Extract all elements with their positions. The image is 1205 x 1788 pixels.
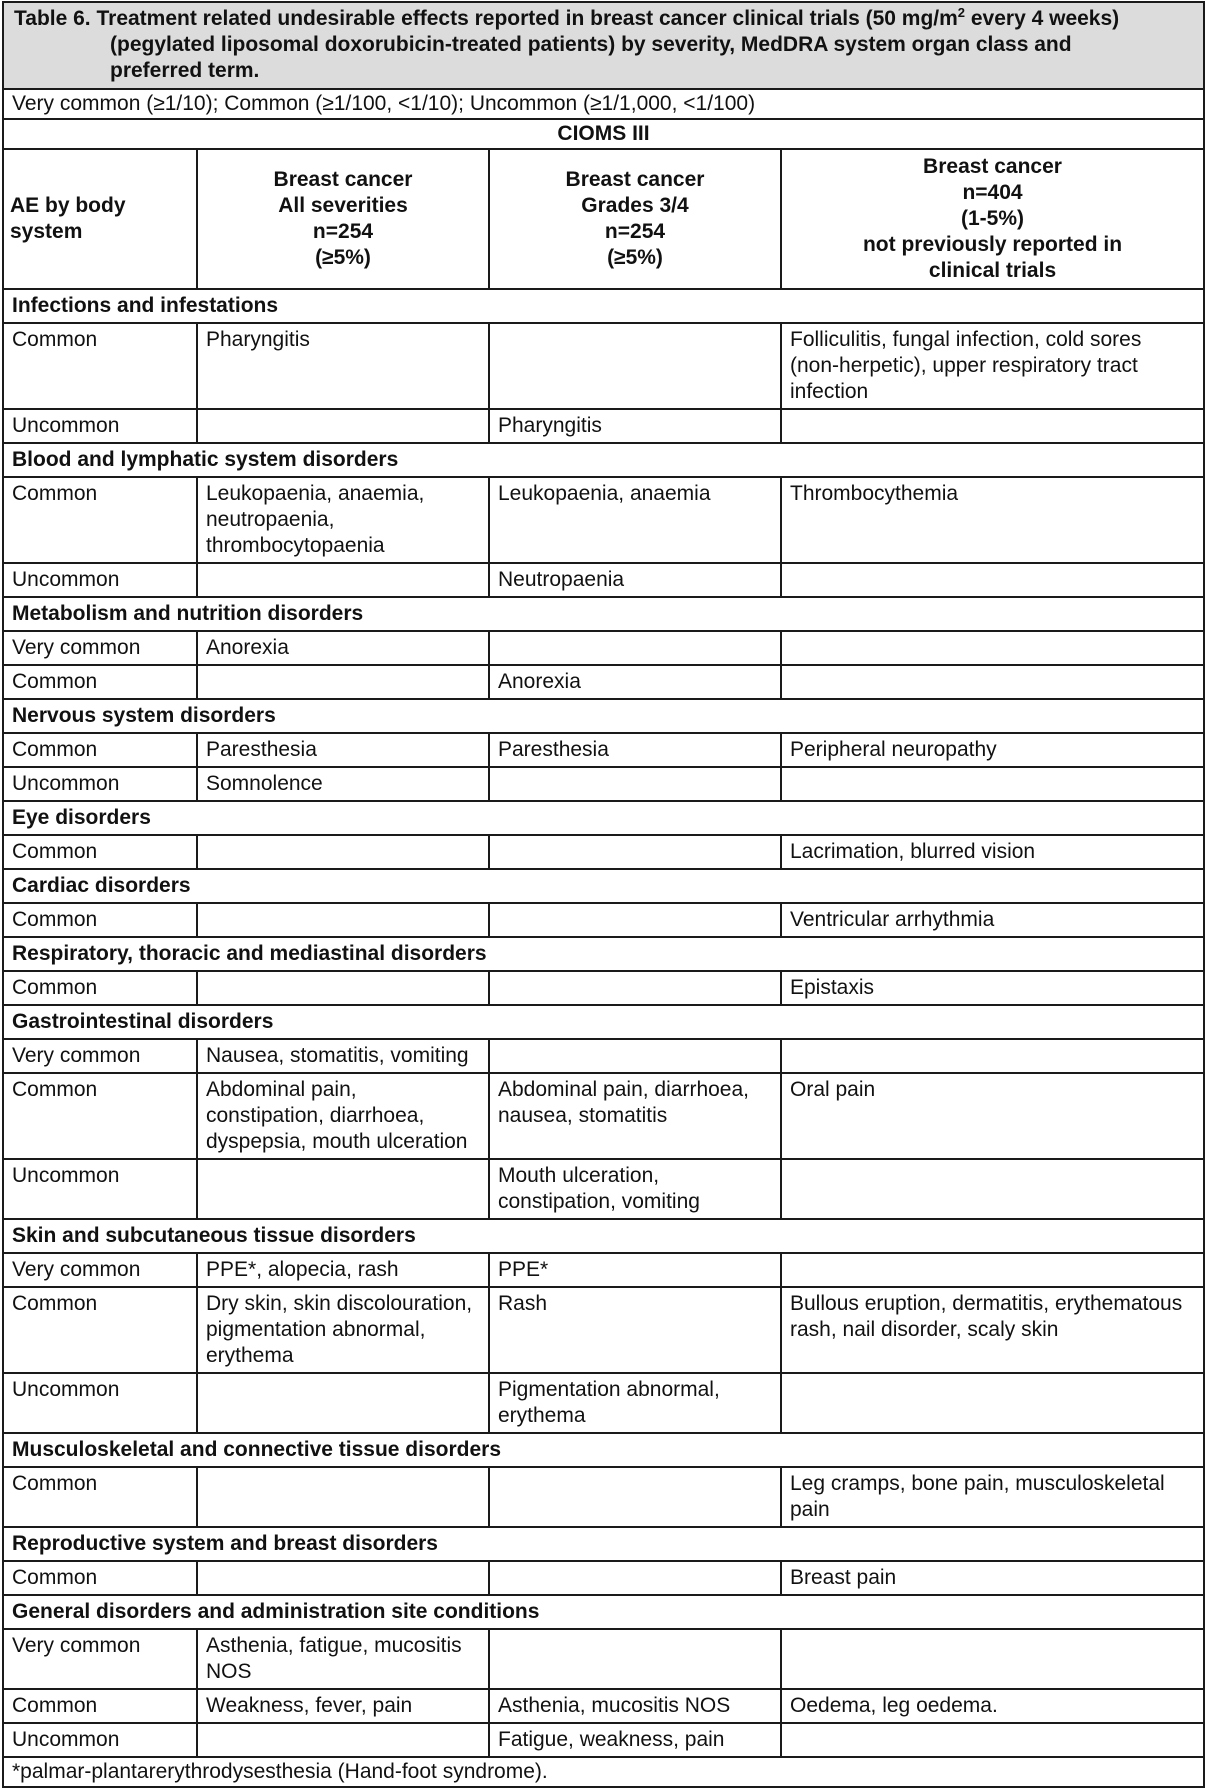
system-organ-class-name: Blood and lymphatic system disorders (3, 443, 1204, 477)
system-organ-class-name: Cardiac disorders (3, 869, 1204, 903)
frequency-cell: Common (3, 1689, 197, 1723)
title-line-1: Table 6. Treatment related undesirable effects reported in breast cancer clinical trials (50 $mg/m^2$ every 4 weeks) (14, 5, 1120, 30)
table-row (3, 409, 1204, 443)
table-row (3, 563, 1204, 597)
frequency-cell: Uncommon (3, 767, 197, 801)
all-severities-cell: Abdominal pain, constipation, diarrhoea, dyspepsia, mouth ulceration (197, 1073, 489, 1159)
column-header-line: All severities (278, 194, 408, 217)
all-severities-cell: Leukopaenia, anaemia, neutropaenia, thrombocytopaenia (197, 477, 489, 563)
table-row (3, 1467, 1204, 1527)
table-row (3, 971, 1204, 1005)
frequency-cell: Common (3, 971, 197, 1005)
system-organ-class-name: Infections and infestations (3, 289, 1204, 323)
not-previously-reported-cell: Oedema, leg oedema. (781, 1689, 1204, 1723)
frequency-cell: Very common (3, 1039, 197, 1073)
all-severities-cell: PPE*, alopecia, rash (197, 1253, 489, 1287)
system-organ-class-row (3, 443, 1204, 477)
grades-3-4-cell (489, 767, 781, 801)
frequency-note: Very common (≥1/10); Common (≥1/100, <1/10); Uncommon (≥1/1,000, <1/100) (3, 89, 1204, 119)
frequency-cell: Common (3, 733, 197, 767)
not-previously-reported-cell (781, 1723, 1204, 1757)
column-header-line: n=404 (962, 181, 1023, 204)
frequency-cell: Common (3, 323, 197, 409)
table-row (3, 733, 1204, 767)
frequency-cell: Common (3, 1467, 197, 1527)
not-previously-reported-cell: Lacrimation, blurred vision (781, 835, 1204, 869)
frequency-cell: Very common (3, 631, 197, 665)
not-previously-reported-cell (781, 665, 1204, 699)
all-severities-cell: Somnolence (197, 767, 489, 801)
column-header-all-severities (197, 149, 489, 289)
column-header-line: Breast cancer (273, 168, 413, 191)
not-previously-reported-cell (781, 1629, 1204, 1689)
system-organ-class-name: Gastrointestinal disorders (3, 1005, 1204, 1039)
footnote-row (3, 1757, 1204, 1787)
table-row (3, 1561, 1204, 1595)
column-header-line: (≥5%) (315, 246, 371, 269)
column-header-grades-3-4 (489, 149, 781, 289)
all-severities-cell (197, 835, 489, 869)
frequency-cell: Uncommon (3, 1723, 197, 1757)
frequency-cell: Uncommon (3, 1159, 197, 1219)
system-organ-class-row (3, 1433, 1204, 1467)
system-organ-class-name: Nervous system disorders (3, 699, 1204, 733)
column-header-line: Breast cancer (565, 168, 705, 191)
not-previously-reported-cell (781, 631, 1204, 665)
table-row (3, 835, 1204, 869)
not-previously-reported-cell: Leg cramps, bone pain, musculoskeletal pain (781, 1467, 1204, 1527)
grades-3-4-cell (489, 1629, 781, 1689)
group-header-row (3, 119, 1204, 149)
column-header-ae-body-system (3, 149, 197, 289)
grades-3-4-cell (489, 903, 781, 937)
grades-3-4-cell: Pharyngitis (489, 409, 781, 443)
column-header-line: n=254 (312, 220, 374, 243)
frequency-cell: Uncommon (3, 1373, 197, 1433)
table-row (3, 1689, 1204, 1723)
not-previously-reported-cell: Oral pain (781, 1073, 1204, 1159)
frequency-cell: Very common (3, 1629, 197, 1689)
column-header-line: Breast cancer (923, 155, 1062, 178)
column-header-line: (1-5%) (961, 207, 1025, 230)
column-header-line: n=254 (604, 220, 666, 243)
not-previously-reported-cell (781, 1039, 1204, 1073)
group-header: CIOMS III (3, 119, 1204, 149)
not-previously-reported-cell: Thrombocythemia (781, 477, 1204, 563)
column-header-line: Grades 3/4 (581, 194, 689, 217)
system-organ-class-row (3, 699, 1204, 733)
table-row (3, 1723, 1204, 1757)
column-header-row (3, 149, 1204, 289)
grades-3-4-cell: Paresthesia (489, 733, 781, 767)
title-row (3, 2, 1204, 89)
not-previously-reported-cell (781, 1373, 1204, 1433)
not-previously-reported-cell: Breast pain (781, 1561, 1204, 1595)
frequency-cell: Uncommon (3, 409, 197, 443)
system-organ-class-row (3, 597, 1204, 631)
system-organ-class-name: General disorders and administration site conditions (3, 1595, 1204, 1629)
frequency-cell: Common (3, 1561, 197, 1595)
frequency-cell: Common (3, 477, 197, 563)
all-severities-cell (197, 1467, 489, 1527)
grades-3-4-cell (489, 1561, 781, 1595)
title-line-3: preferred term. (110, 59, 260, 82)
system-organ-class-row (3, 289, 1204, 323)
table-row (3, 1373, 1204, 1433)
system-organ-class-name: Reproductive system and breast disorders (3, 1527, 1204, 1561)
grades-3-4-cell (489, 971, 781, 1005)
all-severities-cell (197, 1373, 489, 1433)
all-severities-cell: Paresthesia (197, 733, 489, 767)
adverse-effects-table (2, 1, 1205, 1788)
all-severities-cell (197, 665, 489, 699)
frequency-cell: Common (3, 665, 197, 699)
system-organ-class-row (3, 937, 1204, 971)
system-organ-class-name: Eye disorders (3, 801, 1204, 835)
grades-3-4-cell: Pigmentation abnormal, erythema (489, 1373, 781, 1433)
frequency-cell: Uncommon (3, 563, 197, 597)
grades-3-4-cell (489, 1467, 781, 1527)
system-organ-class-row (3, 801, 1204, 835)
not-previously-reported-cell: Folliculitis, fungal infection, cold sores (non-herpetic), upper respiratory tract infection (781, 323, 1204, 409)
all-severities-cell (197, 563, 489, 597)
not-previously-reported-cell (781, 1159, 1204, 1219)
all-severities-cell: Asthenia, fatigue, mucositis NOS (197, 1629, 489, 1689)
not-previously-reported-cell (781, 563, 1204, 597)
frequency-cell: Common (3, 835, 197, 869)
frequency-cell: Very common (3, 1253, 197, 1287)
table-row (3, 1629, 1204, 1689)
system-organ-class-name: Skin and subcutaneous tissue disorders (3, 1219, 1204, 1253)
not-previously-reported-cell: Bullous eruption, dermatitis, erythematous rash, nail disorder, scaly skin (781, 1287, 1204, 1373)
table-row (3, 1253, 1204, 1287)
grades-3-4-cell (489, 1039, 781, 1073)
system-organ-class-row (3, 1527, 1204, 1561)
table-row (3, 1159, 1204, 1219)
table-row (3, 903, 1204, 937)
table-row (3, 477, 1204, 563)
system-organ-class-name: Metabolism and nutrition disorders (3, 597, 1204, 631)
all-severities-cell (197, 1159, 489, 1219)
column-header-line: AE by body system (10, 194, 126, 243)
grades-3-4-cell (489, 631, 781, 665)
all-severities-cell (197, 409, 489, 443)
table-row (3, 1039, 1204, 1073)
system-organ-class-row (3, 1219, 1204, 1253)
grades-3-4-cell: Abdominal pain, diarrhoea, nausea, stomatitis (489, 1073, 781, 1159)
table-row (3, 631, 1204, 665)
grades-3-4-cell: Rash (489, 1287, 781, 1373)
grades-3-4-cell: Neutropaenia (489, 563, 781, 597)
column-header-not-previously-reported (781, 149, 1204, 289)
all-severities-cell (197, 903, 489, 937)
title-superscript: 2 (957, 5, 966, 20)
grades-3-4-cell: Asthenia, mucositis NOS (489, 1689, 781, 1723)
system-organ-class-row (3, 1005, 1204, 1039)
table-row (3, 665, 1204, 699)
not-previously-reported-cell (781, 767, 1204, 801)
frequency-cell: Common (3, 1073, 197, 1159)
system-organ-class-row (3, 869, 1204, 903)
grades-3-4-cell: Anorexia (489, 665, 781, 699)
all-severities-cell (197, 971, 489, 1005)
all-severities-cell (197, 1561, 489, 1595)
column-header-line: (≥5%) (607, 246, 663, 269)
table-title (3, 2, 1204, 89)
frequency-cell: Common (3, 1287, 197, 1373)
not-previously-reported-cell: Epistaxis (781, 971, 1204, 1005)
grades-3-4-cell (489, 323, 781, 409)
grades-3-4-cell (489, 835, 781, 869)
title-line-2: (pegylated liposomal doxorubicin-treated patients) by severity, MedDRA system organ class and (110, 33, 1072, 56)
system-organ-class-name: Respiratory, thoracic and mediastinal disorders (3, 937, 1204, 971)
table-row (3, 1073, 1204, 1159)
table-row (3, 767, 1204, 801)
not-previously-reported-cell (781, 409, 1204, 443)
all-severities-cell: Nausea, stomatitis, vomiting (197, 1039, 489, 1073)
grades-3-4-cell: PPE* (489, 1253, 781, 1287)
all-severities-cell: Anorexia (197, 631, 489, 665)
frequency-cell: Common (3, 903, 197, 937)
system-organ-class-name: Musculoskeletal and connective tissue disorders (3, 1433, 1204, 1467)
all-severities-cell: Dry skin, skin discolouration, pigmentation abnormal, erythema (197, 1287, 489, 1373)
not-previously-reported-cell: Peripheral neuropathy (781, 733, 1204, 767)
all-severities-cell: Weakness, fever, pain (197, 1689, 489, 1723)
grades-3-4-cell: Fatigue, weakness, pain (489, 1723, 781, 1757)
column-header-line: clinical trials (928, 259, 1057, 282)
not-previously-reported-cell: Ventricular arrhythmia (781, 903, 1204, 937)
grades-3-4-cell: Leukopaenia, anaemia (489, 477, 781, 563)
not-previously-reported-cell (781, 1253, 1204, 1287)
footnote: *palmar-plantarerythrodysesthesia (Hand-foot syndrome). (3, 1757, 1204, 1787)
grades-3-4-cell: Mouth ulceration, constipation, vomiting (489, 1159, 781, 1219)
table-row (3, 323, 1204, 409)
frequency-note-row (3, 89, 1204, 119)
system-organ-class-row (3, 1595, 1204, 1629)
table-row (3, 1287, 1204, 1373)
all-severities-cell (197, 1723, 489, 1757)
all-severities-cell: Pharyngitis (197, 323, 489, 409)
column-header-line: not previously reported in (862, 233, 1123, 256)
